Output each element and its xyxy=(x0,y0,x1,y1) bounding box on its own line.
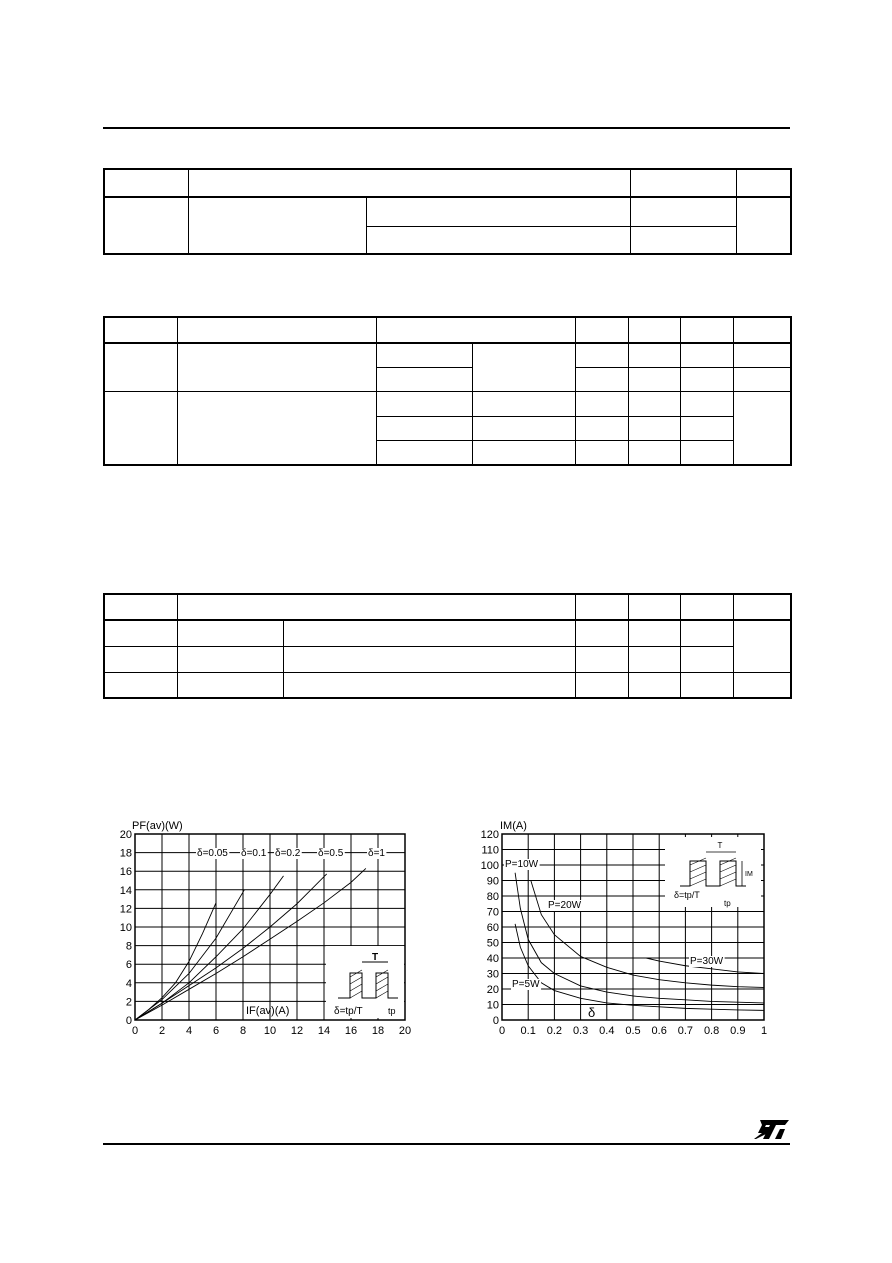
x-tick-label: 0.7 xyxy=(677,1025,694,1037)
table-1 xyxy=(103,168,792,255)
x-tick-label: 0 xyxy=(131,1025,139,1037)
x-tick-label: 14 xyxy=(317,1025,331,1037)
y-tick-label: 10 xyxy=(486,999,499,1012)
y-tick-label: 0 xyxy=(492,1015,499,1027)
series-label: P=5W xyxy=(512,979,540,990)
x-tick-label: 12 xyxy=(290,1025,304,1037)
y-tick-label: 40 xyxy=(486,953,499,965)
x-tick-label: 0.4 xyxy=(599,1025,615,1037)
series-line xyxy=(135,903,216,1020)
y-tick-label: 4 xyxy=(125,977,132,990)
x-tick-label: 8 xyxy=(239,1025,247,1037)
x-tick-label: 6 xyxy=(212,1025,220,1037)
y-tick-label: 14 xyxy=(119,884,132,897)
x-tick-label: 0.5 xyxy=(625,1025,641,1037)
series-label: P=30W xyxy=(690,956,724,967)
y-tick-label: 110 xyxy=(481,844,499,857)
x-tick-label: 0.6 xyxy=(651,1025,667,1037)
y-tick-label: 100 xyxy=(480,860,499,872)
series-line xyxy=(135,890,244,1020)
series-label: δ=1 xyxy=(368,848,385,859)
x-tick-label: 18 xyxy=(371,1025,385,1037)
y-tick-label: 90 xyxy=(486,875,499,888)
x-tick-label: 10 xyxy=(263,1025,277,1037)
x-axis-label: δ xyxy=(588,1005,596,1020)
st-logo xyxy=(754,1117,790,1141)
inset-pulse-label: tp xyxy=(724,899,731,908)
y-axis-label: PF(av)(W) xyxy=(132,820,183,832)
x-tick-label: 20 xyxy=(398,1025,412,1037)
inset-period-label: T xyxy=(717,841,723,850)
chart-power-dissipation xyxy=(100,812,430,1052)
x-tick-label: 0.2 xyxy=(546,1025,563,1037)
footer-rule xyxy=(103,1143,790,1145)
x-tick-label: 0.1 xyxy=(520,1025,536,1037)
x-tick-label: 0.8 xyxy=(703,1025,720,1037)
y-tick-label: 12 xyxy=(119,903,132,916)
inset-formula: δ=tp/T xyxy=(674,890,700,900)
table-3 xyxy=(103,593,792,699)
inset-formula: δ=tp/T xyxy=(334,1006,363,1017)
series-line xyxy=(135,876,284,1020)
series-label: δ=0.1 xyxy=(241,848,267,859)
y-tick-label: 2 xyxy=(125,996,132,1009)
x-tick-label: 0.3 xyxy=(572,1025,589,1037)
x-tick-label: 0 xyxy=(498,1025,506,1037)
y-tick-label: 0 xyxy=(125,1015,132,1027)
y-tick-label: 20 xyxy=(486,984,499,996)
series-label: δ=0.2 xyxy=(275,848,301,859)
y-tick-label: 18 xyxy=(119,847,132,860)
header-rule xyxy=(103,127,790,129)
y-tick-label: 70 xyxy=(486,906,499,919)
series-label: P=20W xyxy=(548,900,582,911)
y-tick-label: 120 xyxy=(480,829,499,841)
series-label: δ=0.05 xyxy=(197,848,228,859)
y-axis-label: IM(A) xyxy=(500,820,527,832)
x-axis-label: IF(av)(A) xyxy=(246,1005,290,1017)
y-tick-label: 30 xyxy=(486,968,499,981)
inset-period-label: T xyxy=(371,952,379,963)
inset-amplitude-label: IM xyxy=(745,871,753,878)
chart-peak-current xyxy=(462,812,782,1052)
x-tick-label: 0.9 xyxy=(730,1025,746,1037)
y-tick-label: 80 xyxy=(486,891,499,903)
table-2 xyxy=(103,316,792,466)
x-tick-label: 16 xyxy=(344,1025,358,1037)
series-label: P=10W xyxy=(505,859,539,870)
y-tick-label: 10 xyxy=(119,922,132,934)
x-tick-label: 4 xyxy=(185,1025,193,1037)
x-tick-label: 2 xyxy=(158,1025,166,1037)
inset-pulse-label: tp xyxy=(388,1006,396,1016)
y-tick-label: 8 xyxy=(125,940,132,953)
y-tick-label: 6 xyxy=(125,959,132,972)
y-tick-label: 50 xyxy=(486,937,499,950)
series-label: δ=0.5 xyxy=(318,848,344,859)
y-tick-label: 60 xyxy=(486,922,499,934)
x-tick-label: 1 xyxy=(760,1025,768,1037)
y-tick-label: 20 xyxy=(119,829,132,841)
y-tick-label: 16 xyxy=(119,866,132,879)
series-line xyxy=(515,924,764,1010)
